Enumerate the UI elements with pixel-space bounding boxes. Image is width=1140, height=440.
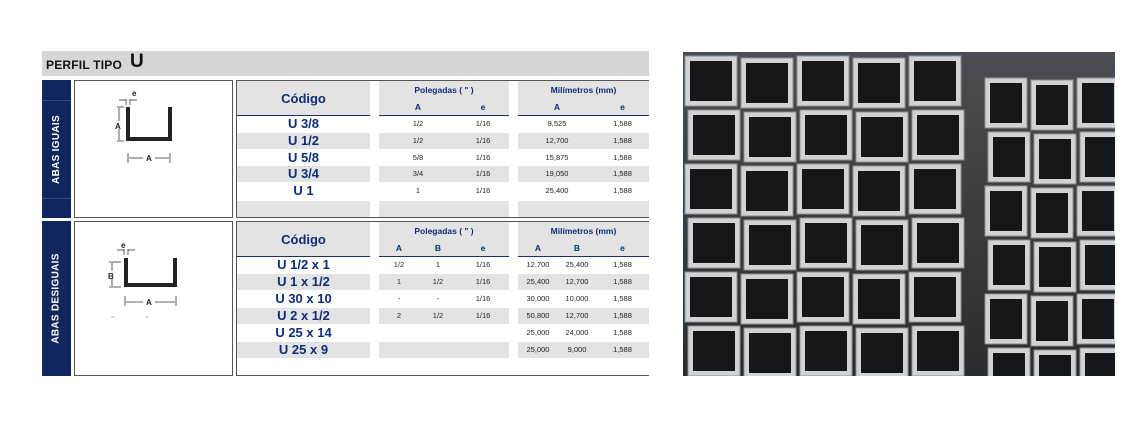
tube-opening (858, 279, 900, 319)
cell-in-b: 1/2 (432, 277, 444, 286)
table-row-code: U 2 x 1/2 (277, 308, 330, 323)
cell-in-e: 1/16 (475, 119, 491, 128)
tube-opening (861, 333, 903, 373)
table-row-code: U 5/8 (287, 150, 320, 165)
tube-opening (1039, 355, 1071, 376)
cell-in-e: 1/16 (475, 186, 491, 195)
cell-mm-b: 25,400 (565, 260, 589, 269)
column-header-code: Código (281, 91, 326, 106)
tube-opening (749, 333, 791, 373)
tube-opening (1082, 299, 1114, 339)
tube-opening (990, 191, 1022, 231)
table-row-code: U 1/2 (287, 133, 320, 148)
column-header-inches: Polegadas ( " ) (414, 226, 474, 236)
product-photo (683, 52, 1115, 376)
tube-opening (693, 331, 735, 371)
cell-in-e: 1/16 (475, 136, 491, 145)
tube-opening (805, 331, 847, 371)
tube-opening (993, 137, 1025, 177)
column-header-in-a: A (414, 102, 422, 112)
tube-opening (802, 169, 844, 209)
column-header-mm-a: A (534, 243, 542, 253)
tube-opening (858, 63, 900, 103)
cell-mm-a: 12,700 (545, 136, 569, 145)
tube-opening (861, 117, 903, 157)
column-header-inches: Polegadas ( " ) (414, 85, 474, 95)
table-row-code: U 30 x 10 (275, 291, 332, 306)
tube-opening (1036, 85, 1068, 125)
tube-opening (1036, 301, 1068, 341)
row-stripe (379, 201, 509, 217)
header-profile-letter: U (130, 51, 144, 72)
side-label-text: ABAS IGUAIS (51, 114, 62, 184)
cell-mm-e: 1,588 (613, 328, 632, 337)
tube-opening (746, 279, 788, 319)
diagram-box-abas-iguais (74, 80, 233, 218)
u-profile-equal-diagram (75, 81, 232, 217)
column-header-mm-e: e (620, 102, 625, 112)
cell-in-a: 1/2 (412, 136, 424, 145)
cell-mm-e: 1,588 (613, 136, 632, 145)
tube-opening (993, 245, 1025, 285)
dim-a-vertical-label: A (115, 122, 121, 131)
tube-opening (1082, 191, 1114, 231)
cell-in-e: 1/16 (475, 169, 491, 178)
tube-opening (858, 171, 900, 211)
dim-b-vertical-label: B (108, 272, 114, 281)
tube-opening (1039, 139, 1071, 179)
cell-mm-a: 12,700 (526, 260, 550, 269)
column-header-in-e: e (480, 243, 486, 253)
cell-mm-a: 50,800 (526, 311, 550, 320)
cell-in-a: 1/2 (412, 119, 424, 128)
column-header-code: Código (281, 232, 326, 247)
cell-mm-e: 1,588 (613, 186, 632, 195)
cell-mm-a: 25,400 (526, 277, 550, 286)
column-header-in-b: B (434, 243, 442, 253)
cell-in-a: 1 (415, 186, 421, 195)
tube-opening (861, 225, 903, 265)
tube-opening (914, 277, 956, 317)
column-header-in-a: A (395, 243, 403, 253)
tube-opening (917, 331, 959, 371)
tube-opening (914, 61, 956, 101)
stacked-u-profiles-image (683, 52, 1115, 376)
cell-mm-b: 10,000 (565, 294, 589, 303)
cell-in-a: 3/4 (412, 169, 424, 178)
dim-a-horizontal-label: A (146, 298, 152, 307)
column-header-mm: Milímetros (mm) (550, 226, 617, 236)
tube-opening (746, 171, 788, 211)
cell-mm-e: 1,588 (613, 260, 632, 269)
tube-opening (990, 83, 1022, 123)
column-header-mm-a: A (553, 102, 561, 112)
cell-in-a: 2 (396, 311, 402, 320)
dim-e-label: e (132, 89, 137, 98)
tube-opening (1039, 247, 1071, 287)
table-row-code: U 1/2 x 1 (277, 257, 330, 272)
cell-mm-e: 1,588 (613, 153, 632, 162)
cell-mm-b: 9,000 (567, 345, 587, 354)
cell-mm-a: 9,525 (547, 119, 567, 128)
column-header-mm: Milímetros (mm) (550, 85, 617, 95)
cell-mm-e: 1,588 (613, 119, 632, 128)
header-title: PERFIL TIPO (46, 58, 122, 72)
column-header-in-e: e (480, 102, 486, 112)
dim-a-horizontal-label: A (146, 154, 152, 163)
tube-opening (805, 223, 847, 263)
table-row-code: U 25 x 14 (275, 325, 332, 340)
cell-mm-e: 1,588 (613, 345, 632, 354)
cell-in-e: 1/16 (475, 260, 491, 269)
cell-mm-b: 12,700 (565, 277, 589, 286)
tube-opening (1085, 137, 1115, 177)
side-label-abas-iguais (42, 80, 71, 218)
cell-mm-a: 25,000 (526, 328, 550, 337)
cell-mm-b: 12,700 (565, 311, 589, 320)
cell-mm-a: 19,050 (545, 169, 569, 178)
side-label-abas-desiguais (42, 221, 71, 376)
cell-mm-e: 1,588 (613, 294, 632, 303)
tube-opening (1085, 245, 1115, 285)
table-row-code: U 3/8 (287, 116, 320, 131)
tube-opening (917, 115, 959, 155)
cell-in-e: 1/16 (475, 153, 491, 162)
table-row-code: U 25 x 9 (278, 342, 329, 357)
u-profile-shape (126, 258, 175, 285)
dim-e-label: e (121, 241, 126, 250)
cell-mm-e: 1,588 (613, 169, 632, 178)
cell-in-b: 1 (435, 260, 441, 269)
tube-opening (805, 115, 847, 155)
tube-opening (993, 353, 1025, 376)
tube-opening (746, 63, 788, 103)
column-header-mm-b: B (573, 243, 581, 253)
cell-mm-b: 24,000 (565, 328, 589, 337)
tube-opening (690, 61, 732, 101)
tube-opening (749, 225, 791, 265)
cell-mm-a: 15,875 (545, 153, 569, 162)
cell-in-e: 1/16 (475, 311, 491, 320)
tube-opening (914, 169, 956, 209)
cell-in-e: 1/16 (475, 277, 491, 286)
tube-opening (693, 223, 735, 263)
cell-in-a: 1/2 (393, 260, 405, 269)
cell-in-a: - (397, 294, 401, 303)
row-stripe (518, 201, 649, 217)
cell-mm-a: 25,400 (545, 186, 569, 195)
cell-in-b: 1/2 (432, 311, 444, 320)
tube-opening (802, 61, 844, 101)
tube-opening (749, 117, 791, 157)
cell-in-b: - (436, 294, 440, 303)
diagram-box-abas-desiguais (74, 221, 233, 376)
tube-opening (1085, 353, 1115, 376)
side-label-text: ABAS DESIGUAIS (51, 253, 63, 344)
cell-in-a: 5/8 (412, 153, 424, 162)
tube-opening (690, 169, 732, 209)
u-profile-shape (128, 107, 170, 139)
cell-in-e: 1/16 (475, 294, 491, 303)
table-row-code: U 1 (293, 183, 314, 198)
row-stripe (237, 201, 370, 217)
tube-opening (802, 277, 844, 317)
tube-opening (690, 277, 732, 317)
table-row-code: U 1 x 1/2 (277, 274, 330, 289)
column-header-mm-e: e (620, 243, 625, 253)
row-stripe (379, 342, 509, 358)
tube-opening (917, 223, 959, 263)
cell-mm-e: 1,588 (613, 311, 632, 320)
table-row-code: U 3/4 (287, 166, 320, 181)
cell-mm-e: 1,588 (613, 277, 632, 286)
cell-mm-a: 25,000 (526, 345, 550, 354)
cell-mm-a: 30,000 (526, 294, 550, 303)
cell-in-a: 1 (396, 277, 402, 286)
tube-opening (990, 299, 1022, 339)
tube-opening (1036, 193, 1068, 233)
tube-opening (1082, 83, 1114, 123)
u-profile-unequal-diagram (75, 222, 232, 375)
tube-opening (693, 115, 735, 155)
